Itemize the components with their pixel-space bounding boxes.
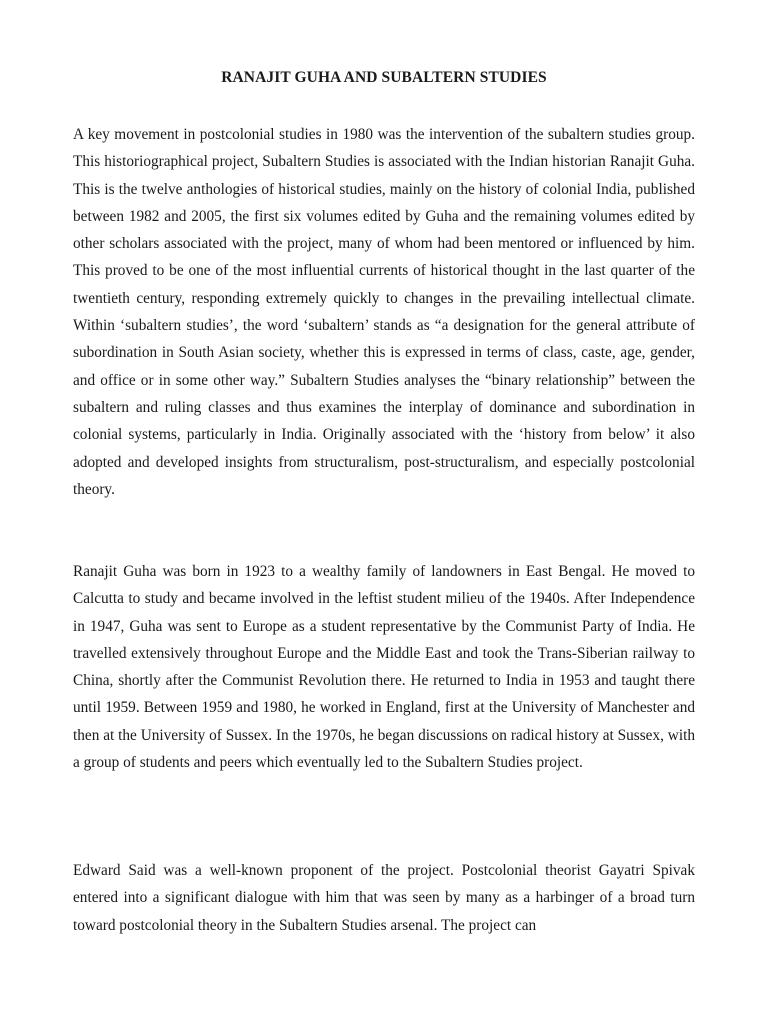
document-title: RANAJIT GUHA AND SUBALTERN STUDIES — [221, 69, 547, 86]
paragraph-3: Edward Said was a well-known proponent of the project. Postcolonial theorist Gayatri Spivak entered into a significant dialogue with him that was seen by many as a harbinger of a broad turn toward postcolonial theory in the Subaltern Studies arsenal. The project can — [73, 862, 695, 934]
paragraph-2: Ranajit Guha was born in 1923 to a wealthy family of landowners in East Bengal. He moved to Calcutta to study and became involved in the leftist student milieu of the 1940s. After Independence in 1947, Guha was sent to Europe as a student representative by the Communist Party of India. He travelled extensively throughout Europe and the Middle East and took the Trans-Siberian railway to China, shortly after the Communist Revolution there. He returned to India in 1953 and taught there until 1959. Between 1959 and 1980, he worked in England, first at the University of Manchester and then at the University of Sussex. In the 1970s, he began discussions on radical history at Sussex, with a group of students and peers which eventually led to the Subaltern Studies project. — [73, 563, 695, 772]
paragraph-1: A key movement in postcolonial studies in 1980 was the intervention of the subaltern studies group. This historiographical project, Subaltern Studies is associated with the Indian historian Ranajit Guha. This is the twelve anthologies of historical studies, mainly on the history of colonial India, published between 1982 and 2005, the first six volumes edited by Guha and the remaining volumes edited by other scholars associated with the project, many of whom had been mentored or influenced by him. This proved to be one of the most influential currents of historical thought in the last quarter of the twentieth century, responding extremely quickly to changes in the prevailing intellectual climate. Within ‘subaltern studies’, the word ‘subaltern’ stands as “a designation for the general attribute of subordination in South Asian society, whether this is expressed in terms of class, caste, age, gender, and office or in some other way.” Subaltern Studies analyses the “binary relationship” between the subaltern and ruling classes and thus examines the interplay of dominance and subordination in colonial systems, particularly in India. Originally associated with the ‘history from below’ it also adopted and developed insights from structuralism, post-structuralism, and especially postcolonial theory. — [73, 126, 695, 498]
